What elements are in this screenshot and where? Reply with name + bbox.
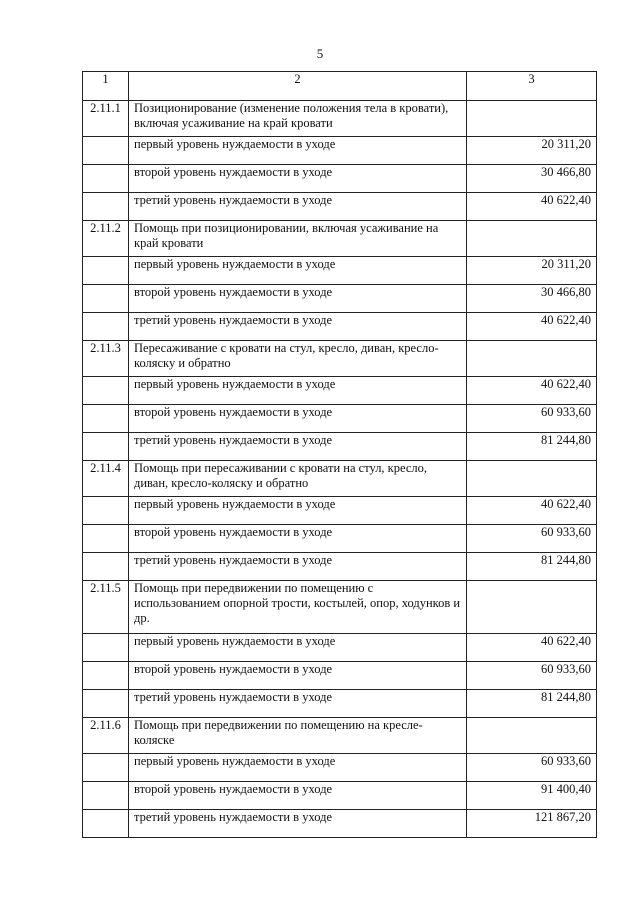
code-blank xyxy=(83,313,129,341)
section-code: 2.11.4 xyxy=(83,461,129,497)
code-blank xyxy=(83,137,129,165)
section-value-blank xyxy=(467,718,597,754)
level-label: второй уровень нуждаемости в уходе xyxy=(129,782,467,810)
section-value-blank xyxy=(467,581,597,634)
level-label: третий уровень нуждаемости в уходе xyxy=(129,810,467,838)
level-value: 40 622,40 xyxy=(467,634,597,662)
table-row xyxy=(83,525,597,553)
code-blank xyxy=(83,405,129,433)
level-label: первый уровень нуждаемости в уходе xyxy=(129,497,467,525)
level-value: 40 622,40 xyxy=(467,497,597,525)
header-col1: 1 xyxy=(83,72,129,101)
section-row xyxy=(83,718,597,754)
header-col2: 2 xyxy=(129,72,467,101)
level-value: 91 400,40 xyxy=(467,782,597,810)
code-blank xyxy=(83,525,129,553)
level-label: третий уровень нуждаемости в уходе xyxy=(129,313,467,341)
level-value: 60 933,60 xyxy=(467,662,597,690)
section-title: Пересаживание с кровати на стул, кресло, диван, кресло-коляску и обратно xyxy=(129,341,467,377)
table-row xyxy=(83,634,597,662)
level-value: 60 933,60 xyxy=(467,525,597,553)
level-label: третий уровень нуждаемости в уходе xyxy=(129,193,467,221)
level-label: второй уровень нуждаемости в уходе xyxy=(129,285,467,313)
table-row xyxy=(83,782,597,810)
section-value-blank xyxy=(467,341,597,377)
code-blank xyxy=(83,497,129,525)
level-value: 30 466,80 xyxy=(467,165,597,193)
level-label: первый уровень нуждаемости в уходе xyxy=(129,754,467,782)
table-row xyxy=(83,754,597,782)
code-blank xyxy=(83,782,129,810)
level-label: второй уровень нуждаемости в уходе xyxy=(129,525,467,553)
table-row xyxy=(83,257,597,285)
code-blank xyxy=(83,810,129,838)
section-code: 2.11.2 xyxy=(83,221,129,257)
level-value: 40 622,40 xyxy=(467,377,597,405)
level-label: второй уровень нуждаемости в уходе xyxy=(129,662,467,690)
table-row xyxy=(83,553,597,581)
section-row xyxy=(83,341,597,377)
table-row xyxy=(83,662,597,690)
section-code: 2.11.3 xyxy=(83,341,129,377)
section-code: 2.11.1 xyxy=(83,101,129,137)
page-number: 5 xyxy=(316,46,324,61)
level-label: первый уровень нуждаемости в уходе xyxy=(129,377,467,405)
table-header-row xyxy=(83,72,597,101)
section-title: Помощь при передвижении по помещению на кресле-коляске xyxy=(129,718,467,754)
section-code: 2.11.6 xyxy=(83,718,129,754)
level-value: 81 244,80 xyxy=(467,433,597,461)
level-value: 60 933,60 xyxy=(467,754,597,782)
table-row xyxy=(83,193,597,221)
table-row xyxy=(83,405,597,433)
level-label: первый уровень нуждаемости в уходе xyxy=(129,634,467,662)
level-value: 81 244,80 xyxy=(467,553,597,581)
level-label: третий уровень нуждаемости в уходе xyxy=(129,690,467,718)
section-row xyxy=(83,221,597,257)
section-row xyxy=(83,581,597,634)
code-blank xyxy=(83,662,129,690)
header-col3: 3 xyxy=(467,72,597,101)
table-row xyxy=(83,165,597,193)
section-title: Помощь при пересаживании с кровати на стул, кресло, диван, кресло-коляску и обратно xyxy=(129,461,467,497)
level-value: 20 311,20 xyxy=(467,257,597,285)
level-value: 121 867,20 xyxy=(467,810,597,838)
section-value-blank xyxy=(467,221,597,257)
level-value: 20 311,20 xyxy=(467,137,597,165)
code-blank xyxy=(83,377,129,405)
level-label: второй уровень нуждаемости в уходе xyxy=(129,165,467,193)
level-label: второй уровень нуждаемости в уходе xyxy=(129,405,467,433)
code-blank xyxy=(83,690,129,718)
section-code: 2.11.5 xyxy=(83,581,129,634)
level-value: 40 622,40 xyxy=(467,313,597,341)
section-row xyxy=(83,461,597,497)
level-label: первый уровень нуждаемости в уходе xyxy=(129,257,467,285)
code-blank xyxy=(83,553,129,581)
level-label: первый уровень нуждаемости в уходе xyxy=(129,137,467,165)
section-value-blank xyxy=(467,101,597,137)
code-blank xyxy=(83,285,129,313)
code-blank xyxy=(83,193,129,221)
section-value-blank xyxy=(467,461,597,497)
table-row xyxy=(83,285,597,313)
level-value: 40 622,40 xyxy=(467,193,597,221)
table-row xyxy=(83,137,597,165)
table-row xyxy=(83,690,597,718)
level-label: третий уровень нуждаемости в уходе xyxy=(129,553,467,581)
code-blank xyxy=(83,257,129,285)
table-row xyxy=(83,377,597,405)
table-row xyxy=(83,810,597,838)
level-value: 60 933,60 xyxy=(467,405,597,433)
code-blank xyxy=(83,433,129,461)
table-row xyxy=(83,497,597,525)
tariff-table xyxy=(82,71,597,838)
code-blank xyxy=(83,165,129,193)
table-row xyxy=(83,433,597,461)
code-blank xyxy=(83,754,129,782)
section-title: Помощь при позиционировании, включая усаживание на край кровати xyxy=(129,221,467,257)
section-title: Позиционирование (изменение положения тела в кровати), включая усаживание на край кровати xyxy=(129,101,467,137)
table-row xyxy=(83,313,597,341)
code-blank xyxy=(83,634,129,662)
level-value: 30 466,80 xyxy=(467,285,597,313)
level-label: третий уровень нуждаемости в уходе xyxy=(129,433,467,461)
section-row xyxy=(83,101,597,137)
level-value: 81 244,80 xyxy=(467,690,597,718)
section-title: Помощь при передвижении по помещению с использованием опорной трости, костылей, опор, ходунков и др. xyxy=(129,581,467,634)
